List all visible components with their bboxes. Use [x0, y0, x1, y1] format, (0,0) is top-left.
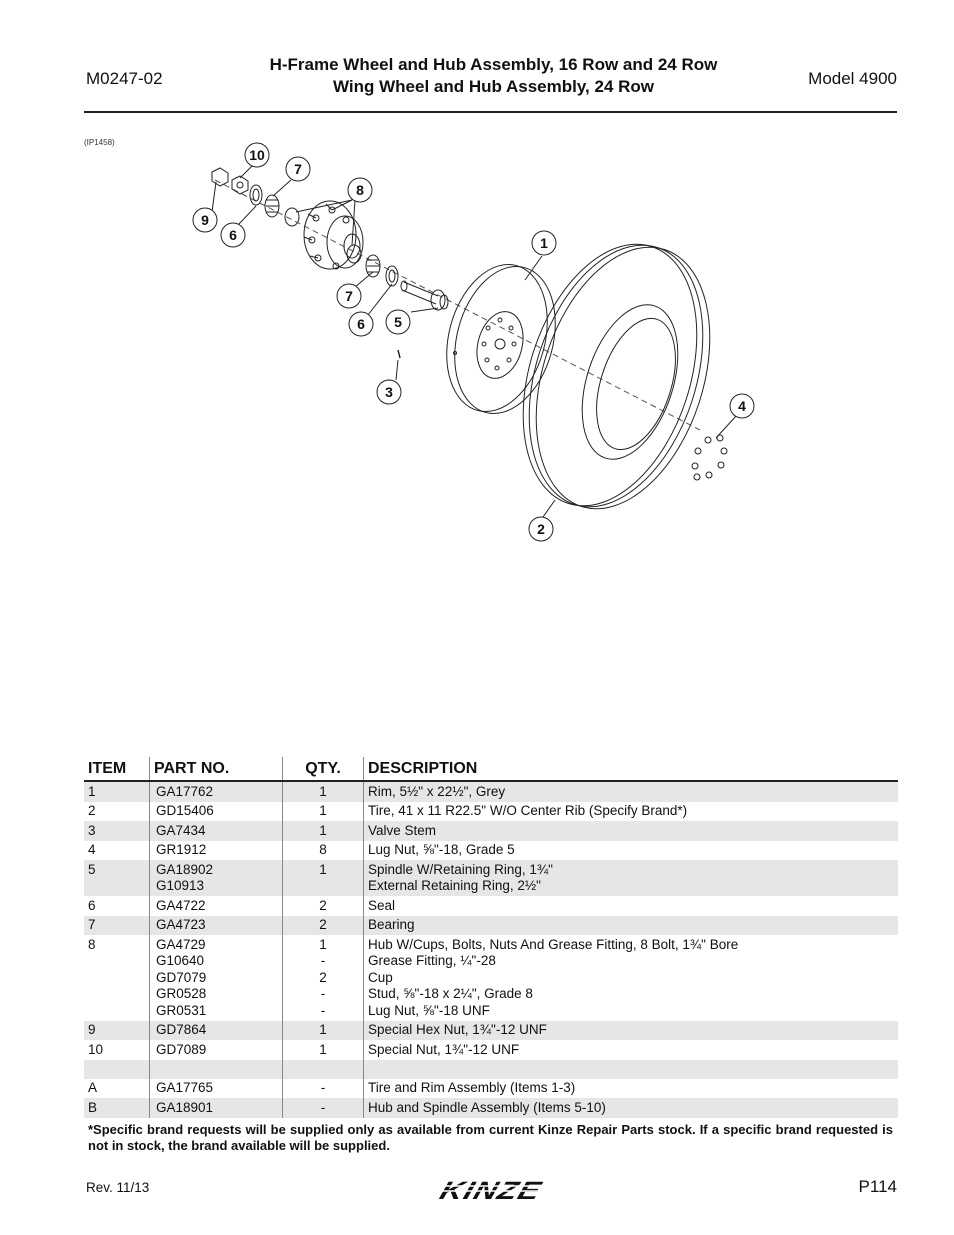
part-number-cell-line: GA18902	[156, 861, 214, 877]
footnote: *Specific brand requests will be supplied only as available from current Kinze Repair Parts stock. If a specific brand requested is not in stock, the brand available will be supplied.	[88, 1122, 893, 1153]
callout-9	[193, 208, 217, 232]
callout-1	[532, 231, 556, 255]
qty-cell	[283, 1040, 364, 1060]
table-row	[84, 860, 898, 896]
part-number-cell	[150, 916, 283, 936]
callout-6b	[349, 312, 373, 336]
qty-cell-line: -	[320, 953, 326, 968]
part-number-cell-line: GA17765	[156, 1080, 214, 1095]
parts-table	[84, 757, 898, 1118]
qty-cell	[283, 896, 364, 916]
description-cell-line: Stud, ⅝"-18 x 2¼", Grade 8	[368, 986, 533, 1001]
part-number-cell-line: GR0531	[156, 1002, 207, 1018]
item-cell: 9	[84, 1021, 150, 1041]
description-cell	[364, 802, 899, 822]
item-cell: A	[88, 1080, 98, 1095]
parts-table-body	[84, 781, 898, 1118]
hex-nut-part	[212, 168, 228, 186]
svg-text:10: 10	[249, 147, 265, 163]
description-cell-line: Hub W/Cups, Bolts, Nuts And Grease Fitting, 8 Bolt, 1¾" Bore	[368, 936, 739, 952]
qty-cell-line: 1	[319, 1041, 327, 1057]
title-line-1: H-Frame Wheel and Hub Assembly, 16 Row and 24 Row	[269, 55, 718, 74]
doc-number: M0247-02	[86, 69, 163, 88]
exploded-diagram	[0, 120, 954, 560]
item-cell: 3	[84, 821, 150, 841]
table-row	[84, 802, 898, 822]
callout-10	[245, 143, 269, 167]
description-cell-line: Grease Fitting, ¼"-28	[368, 953, 496, 968]
table-row	[84, 1079, 898, 1099]
table-row	[84, 781, 898, 802]
part-number-cell-line: GA4723	[156, 917, 206, 932]
part-number-cell	[150, 1021, 283, 1041]
description-cell-line: Seal	[368, 897, 396, 913]
title-line-2: Wing Wheel and Hub Assembly, 24 Row	[333, 77, 654, 96]
qty-cell-line: 2	[319, 917, 327, 932]
qty-cell	[283, 916, 364, 936]
qty-cell-line: -	[320, 1080, 326, 1095]
spindle-part	[401, 281, 448, 310]
item-cell: 1	[84, 781, 150, 802]
part-number-cell-line: GR1912	[156, 842, 207, 857]
figure-ref: (IP1458)	[84, 138, 115, 147]
description-cell-line: Lug Nut, ⅝"-18, Grade 5	[368, 842, 515, 857]
rim-part	[431, 253, 571, 425]
qty-cell	[283, 1079, 364, 1099]
table-row	[84, 821, 898, 841]
table-header-row	[84, 757, 898, 781]
part-number-cell	[150, 1060, 283, 1079]
item-cell: 7	[84, 916, 150, 936]
description-cell-line: Valve Stem	[368, 822, 437, 838]
qty-cell	[283, 802, 364, 822]
item-cell	[84, 1060, 150, 1079]
qty-cell-line: -	[320, 986, 326, 1001]
qty-cell-line: 1	[319, 783, 327, 799]
model-label: Model 4900	[808, 69, 897, 88]
description-cell	[364, 860, 899, 896]
description-cell	[364, 896, 899, 916]
part-number-cell	[150, 1040, 283, 1060]
part-number-cell-line: GD7079	[156, 969, 207, 985]
qty-cell	[283, 935, 364, 1021]
revision-label: Rev. 11/13	[86, 1180, 150, 1195]
svg-text:7: 7	[294, 161, 302, 177]
qty-cell-line: 1	[319, 936, 327, 952]
part-number-cell-line: GA18901	[156, 1099, 214, 1115]
svg-text:8: 8	[356, 182, 364, 198]
part-number-cell-line: GA4729	[156, 936, 206, 952]
table-row	[84, 1040, 898, 1060]
description-cell-line: Cup	[368, 969, 393, 985]
svg-text:KINZE: KINZE	[436, 1177, 526, 1205]
description-cell	[364, 1098, 899, 1118]
table-row	[84, 1098, 898, 1118]
qty-cell	[283, 821, 364, 841]
table-row	[84, 841, 898, 861]
svg-text:6: 6	[357, 316, 365, 332]
qty-cell	[283, 1021, 364, 1041]
qty-cell-line: -	[320, 1099, 326, 1115]
qty-cell	[283, 1098, 364, 1118]
svg-text:6: 6	[229, 227, 237, 243]
description-cell-line: Special Nut, 1¾"-12 UNF	[368, 1041, 520, 1057]
description-cell-line: External Retaining Ring, 2½"	[368, 878, 541, 893]
svg-text:7: 7	[345, 288, 353, 304]
part-number-cell	[150, 1079, 283, 1099]
description-cell	[364, 1021, 899, 1041]
col-item-header: ITEM	[84, 757, 150, 781]
qty-cell-line: 2	[319, 897, 327, 913]
item-cell: 8	[88, 936, 96, 952]
tire-part	[492, 222, 741, 531]
callout-8	[348, 178, 372, 202]
table-row	[84, 1021, 898, 1041]
svg-text:1: 1	[540, 235, 548, 251]
svg-text:2: 2	[537, 521, 545, 537]
qty-cell	[283, 781, 364, 802]
col-desc-header: DESCRIPTION	[364, 757, 899, 781]
part-number-cell-line: G10913	[156, 878, 205, 893]
qty-cell-line: 8	[319, 842, 327, 857]
qty-cell	[283, 860, 364, 896]
part-number-cell-line: GD7089	[156, 1041, 207, 1057]
part-number-cell-line: G10640	[156, 953, 205, 968]
description-cell	[364, 916, 899, 936]
callout-7b	[337, 284, 361, 308]
item-cell: 4	[88, 842, 96, 857]
description-cell	[364, 1079, 899, 1099]
lug-nuts-part	[692, 435, 727, 480]
description-cell	[364, 781, 899, 802]
col-qty-header: QTY.	[283, 757, 364, 781]
item-cell: B	[84, 1098, 150, 1118]
description-cell	[364, 1060, 899, 1079]
part-number-cell-line: GD15406	[156, 803, 214, 818]
header-rule	[84, 111, 897, 113]
description-cell	[364, 935, 899, 1021]
item-cell: 10	[88, 1041, 104, 1057]
part-number-cell-line: GA17762	[156, 783, 214, 799]
description-cell	[364, 1040, 899, 1060]
qty-cell-line: 1	[319, 803, 327, 818]
part-number-cell	[150, 821, 283, 841]
callout-2	[529, 517, 553, 541]
svg-text:5: 5	[394, 314, 402, 330]
callout-4	[730, 394, 754, 418]
description-cell	[364, 821, 899, 841]
page-title	[200, 54, 787, 98]
qty-cell-line: 1	[319, 861, 327, 877]
part-number-cell-line: GA4722	[156, 897, 206, 913]
item-cell: 6	[88, 897, 96, 913]
qty-cell-line: 1	[319, 822, 327, 838]
part-number-cell	[150, 1098, 283, 1118]
description-cell-line: Spindle W/Retaining Ring, 1¾"	[368, 861, 553, 877]
description-cell	[364, 841, 899, 861]
special-nut-part	[232, 176, 248, 194]
page-number: P114	[858, 1177, 897, 1196]
part-number-cell	[150, 896, 283, 916]
kinze-logo	[432, 1175, 552, 1205]
table-row	[84, 896, 898, 916]
part-number-cell	[150, 935, 283, 1021]
qty-cell-line: 2	[319, 969, 327, 985]
description-cell-line: Special Hex Nut, 1¾"-12 UNF	[368, 1022, 547, 1037]
part-number-cell-line: GA7434	[156, 822, 206, 838]
part-number-cell-line: GD7864	[156, 1022, 207, 1037]
seal-part-top	[250, 185, 262, 205]
callout-7a	[286, 157, 310, 181]
description-cell-line: Rim, 5½" x 22½", Grey	[368, 783, 506, 799]
callout-3	[377, 380, 401, 404]
callout-5	[386, 310, 410, 334]
part-number-cell	[150, 781, 283, 802]
description-cell-line: Tire and Rim Assembly (Items 1-3)	[368, 1080, 576, 1095]
description-cell-line: Tire, 41 x 11 R22.5" W/O Center Rib (Specify Brand*)	[368, 803, 688, 818]
svg-text:4: 4	[738, 398, 746, 414]
description-cell-line: Bearing	[368, 917, 415, 932]
part-number-cell	[150, 860, 283, 896]
callout-6a	[221, 223, 245, 247]
qty-cell-line: 1	[319, 1022, 327, 1037]
col-part-header: PART NO.	[150, 757, 283, 781]
qty-cell	[283, 1060, 364, 1079]
part-number-cell-line: GR0528	[156, 986, 207, 1001]
svg-text:9: 9	[201, 212, 209, 228]
item-cell: 2	[88, 803, 96, 818]
svg-text:3: 3	[385, 384, 393, 400]
description-cell-line: Hub and Spindle Assembly (Items 5-10)	[368, 1099, 606, 1115]
qty-cell	[283, 841, 364, 861]
item-cell: 5	[84, 860, 150, 896]
part-number-cell	[150, 802, 283, 822]
table-row	[84, 916, 898, 936]
description-cell-line: Lug Nut, ⅝"-18 UNF	[368, 1002, 490, 1018]
part-number-cell	[150, 841, 283, 861]
table-row	[84, 1060, 898, 1079]
qty-cell-line: -	[320, 1002, 326, 1018]
table-row	[84, 935, 898, 1021]
seal-part-lower	[386, 266, 398, 286]
